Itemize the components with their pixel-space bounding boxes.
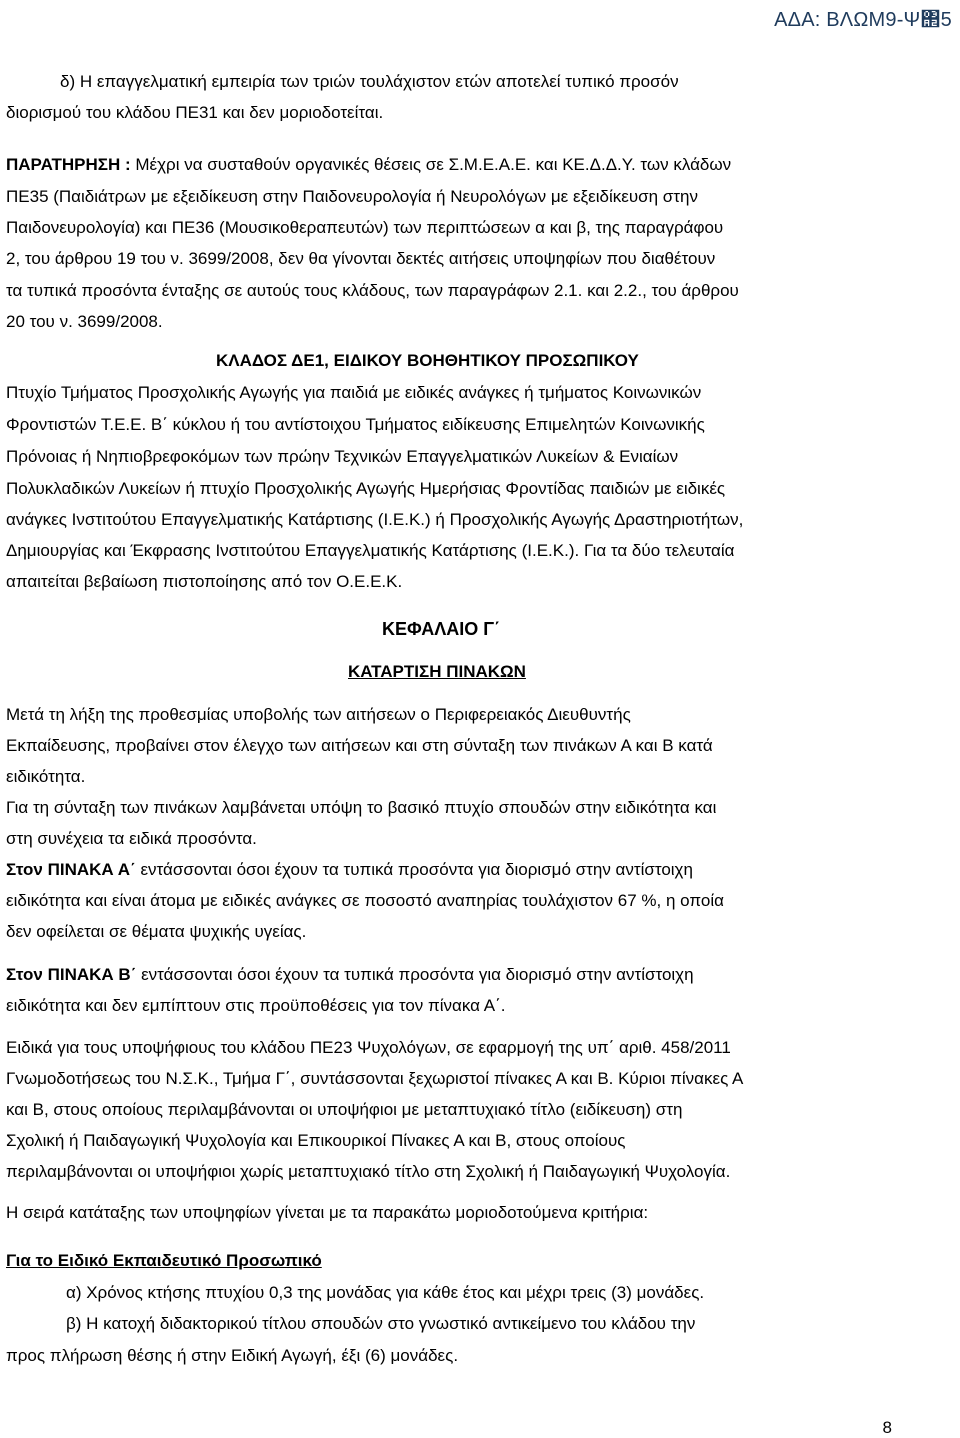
tableA-line-1 (6, 858, 693, 882)
remark-line-1 (6, 153, 731, 177)
p2-line-2: Εκπαίδευσης, προβαίνει στον έλεγχο των αιτήσεων και στη σύνταξη των πινάκων Α και Β κατά (6, 736, 713, 755)
tableA-label: Στον ΠΙΝΑΚΑ Α΄ (6, 860, 136, 879)
p4-line-5: περιλαμβάνονται οι υποψήφιοι χωρίς μεταπτυχιακό τίτλο στη Σχολική ή Παιδαγωγική Ψυχολογία. (6, 1162, 731, 1181)
remark-line-6: 20 του ν. 3699/2008. (6, 312, 163, 331)
tableB-label: Στον ΠΙΝΑΚΑ Β΄ (6, 965, 137, 984)
remark-text-1: Μέχρι να συσταθούν οργανικές θέσεις σε Σ.Μ.Ε.Α.Ε. και ΚΕ.Δ.Δ.Υ. των κλάδων (130, 155, 732, 174)
remark-label: ΠΑΡΑΤΗΡΗΣΗ : (6, 155, 131, 174)
tableB-line-2: ειδικότητα και δεν εμπίπτουν στις προϋποθέσεις για τον πίνακα Α΄. (6, 996, 506, 1015)
p3-line-1: Για τη σύνταξη των πινάκων λαμβάνεται υπόψη το βασικό πτυχίο σπουδών στην ειδικότητα και (6, 798, 717, 817)
de1-line-7: απαιτείται βεβαίωση πιστοποίησης από τον Ο.Ε.Ε.Κ. (6, 572, 403, 591)
de1-line-6: Δημιουργίας και Έκφρασης Ινστιτούτου Επαγγελματικής Κατάρτισης (Ι.Ε.Κ.). Για τα δύο τελευταία (6, 541, 735, 560)
page-number: 8 (882, 1418, 892, 1437)
p4-line-3: και Β, στους οποίους περιλαμβάνονται οι υποψήφιοι με μεταπτυχιακό τίτλο (ειδίκευση) στη (6, 1100, 683, 1119)
de1-line-5: ανάγκες Ινστιτούτου Επαγγελματικής Κατάρτισης (Ι.Ε.Κ.) ή Προσχολικής Αγωγής Δραστηριοτήτων, (6, 510, 744, 529)
remark-line-3: Παιδονευρολογία) και ΠΕ36 (Μουσικοθεραπευτών) των περιπτώσεων α και β, της παραγράφου (6, 218, 724, 237)
remark-line-5: τα τυπικά προσόντα ένταξης σε αυτούς τους κλάδους, των παραγράφων 2.1. και 2.2., του άρθρου (6, 281, 739, 300)
chapter-subtitle: ΚΑΤΑΡΤΙΣΗ ΠΙΝΑΚΩΝ (348, 662, 526, 681)
special-item-b-line-1: β) Η κατοχή διδακτορικού τίτλου σπουδών στο γνωστικό αντικείμενο του κλάδου την (66, 1314, 696, 1333)
special-item-b-line-2: προς πλήρωση θέσης ή στην Ειδική Αγωγή, έξι (6) μονάδες. (6, 1346, 459, 1365)
p3-line-2: στη συνέχεια τα ειδικά προσόντα. (6, 829, 257, 848)
tableA-line-3: δεν οφείλεται σε θέματα ψυχικής υγείας. (6, 922, 307, 941)
de1-heading: ΚΛΑΔΟΣ ΔΕ1, ΕΙΔΙΚΟΥ ΒΟΗΘΗΤΙΚΟΥ ΠΡΟΣΩΠΙΚΟΥ (216, 351, 639, 370)
p4-line-1: Ειδικά για τους υποψήφιους του κλάδου ΠΕ23 Ψυχολόγων, σε εφαρμογή της υπ΄ αριθ. 458/2011 (6, 1038, 731, 1057)
p2-line-3: ειδικότητα. (6, 767, 86, 786)
de1-line-4: Πολυκλαδικών Λυκείων ή πτυχίο Προσχολικής Αγωγής Ημερήσιας Φροντίδας παιδιών με ειδικές (6, 479, 726, 498)
de1-line-2: Φροντιστών Τ.Ε.Ε. Β΄ κύκλου ή του αντίστοιχου Τμήματος ειδίκευσης Επιμελητών Κοινωνικής (6, 415, 705, 434)
tableA-text-1: εντάσσονται όσοι έχουν τα τυπικά προσόντα για διορισμό στην αντίστοιχη (135, 860, 693, 879)
p1-line-2: διορισμού του κλάδου ΠΕ31 και δεν μοριοδοτείται. (6, 103, 384, 122)
p2-line-1: Μετά τη λήξη της προθεσμίας υποβολής των αιτήσεων ο Περιφερειακός Διευθυντής (6, 705, 631, 724)
remark-line-4: 2, του άρθρου 19 του ν. 3699/2008, δεν θα γίνονται δεκτές αιτήσεις υποψηφίων που διαθέτουν (6, 249, 716, 268)
remark-line-2: ΠΕ35 (Παιδιάτρων με εξειδίκευση στην Παιδονευρολογία ή Νευρολόγων με εξειδίκευση στην (6, 187, 698, 206)
chapter-title: ΚΕΦΑΛΑΙΟ Γ΄ (382, 619, 501, 639)
p5-line-1: Η σειρά κατάταξης των υποψηφίων γίνεται με τα παρακάτω μοριοδοτούμενα κριτήρια: (6, 1203, 649, 1222)
ada-code: ΑΔΑ: ΒΛΩΜ9-Ψ΢5 (774, 9, 952, 31)
p4-line-4: Σχολική ή Παιδαγωγική Ψυχολογία και Επικουρικοί Πίνακες Α και Β, στους οποίους (6, 1131, 626, 1150)
de1-line-1: Πτυχίο Τμήματος Προσχολικής Αγωγής για παιδιά με ειδικές ανάγκες ή τμήματος Κοινωνικών (6, 383, 702, 402)
tableA-line-2: ειδικότητα και είναι άτομα με ειδικές ανάγκες σε ποσοστό αναπηρίας τουλάχιστον 67 %, η οποία (6, 891, 724, 910)
special-heading: Για το Ειδικό Εκπαιδευτικό Προσωπικό (6, 1251, 322, 1270)
tableB-line-1 (6, 963, 694, 987)
tableB-text-1: εντάσσονται όσοι έχουν τα τυπικά προσόντα για διορισμό στην αντίστοιχη (136, 965, 694, 984)
special-item-a: α) Χρόνος κτήσης πτυχίου 0,3 της μονάδας για κάθε έτος και μέχρι τρεις (3) μονάδες. (66, 1283, 705, 1302)
p4-line-2: Γνωμοδοτήσεως του Ν.Σ.Κ., Τμήμα Γ΄, συντάσσονται ξεχωριστοί πίνακες Α και Β. Κύριοι πίνακες Α (6, 1069, 744, 1088)
de1-line-3: Πρόνοιας ή Νηπιοβρεφοκόμων των πρώην Τεχνικών Επαγγελματικών Λυκείων & Ενιαίων (6, 447, 679, 466)
p1-line-1: δ) Η επαγγελματική εμπειρία των τριών τουλάχιστον ετών αποτελεί τυπικό προσόν (60, 72, 679, 91)
